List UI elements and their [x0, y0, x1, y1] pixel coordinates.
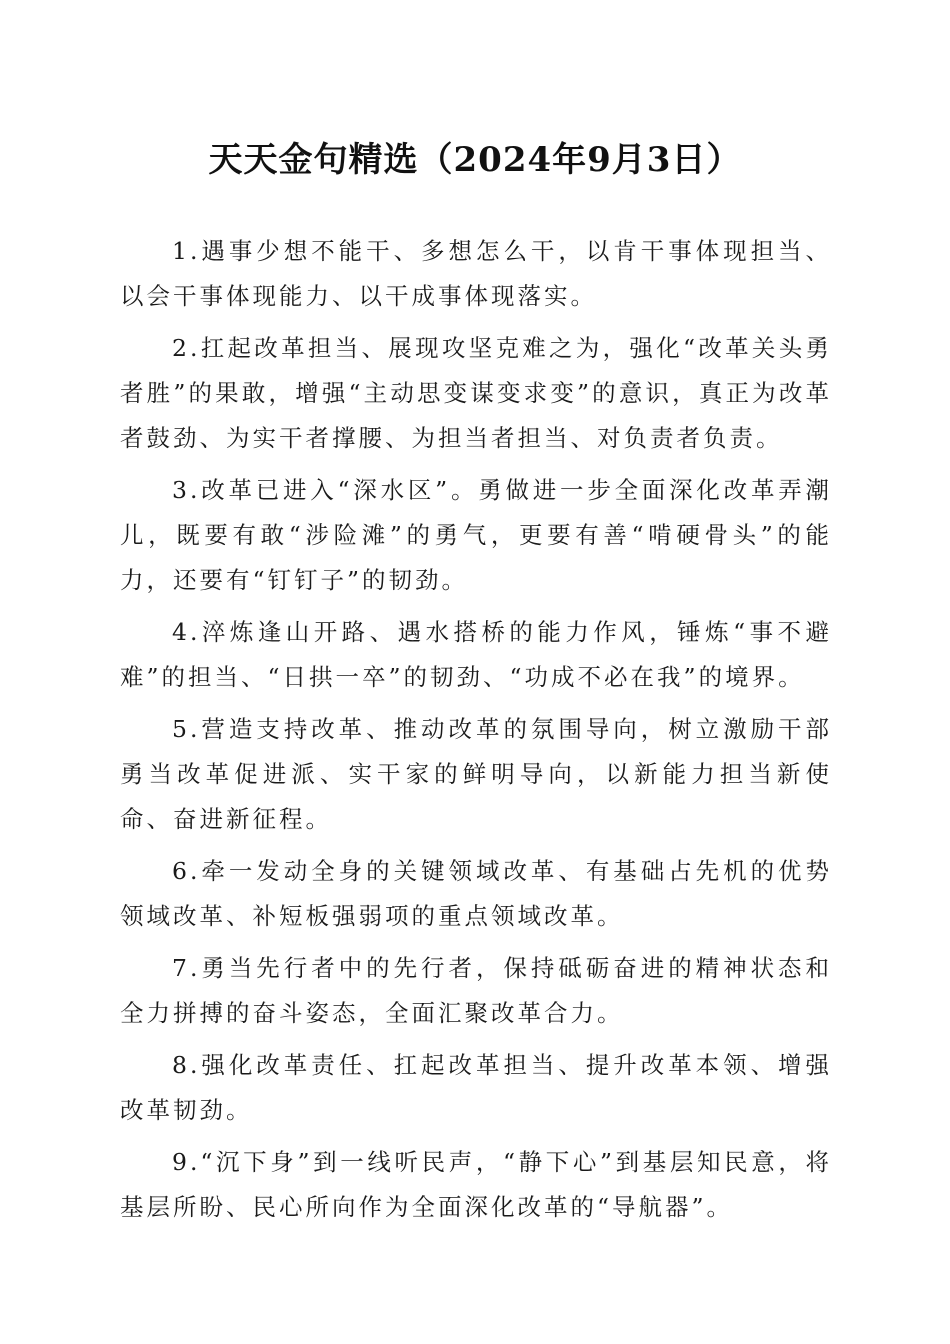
- document-title: 天天金句精选（2024年9月3日）: [208, 140, 742, 180]
- quote-paragraph-1: 1.遇事少想不能干、多想怎么干，以肯干事体现担当、以会干事体现能力、以干成事体现落实。: [120, 237, 832, 310]
- quote-paragraph-7: 7.勇当先行者中的先行者，保持砥砺奋进的精神状态和全力拼搏的奋斗姿态，全面汇聚改革合力。: [120, 954, 832, 1027]
- quote-paragraph-5: 5.营造支持改革、推动改革的氛围导向，树立激励干部勇当改革促进派、实干家的鲜明导向，以新能力担当新使命、奋进新征程。: [120, 715, 832, 833]
- quote-paragraph-3: 3.改革已进入“深水区”。勇做进一步全面深化改革弄潮儿，既要有敢“涉险滩”的勇气，更要有善“啃硬骨头”的能力，还要有“钉钉子”的韧劲。: [120, 476, 832, 594]
- quote-paragraph-6: 6.牵一发动全身的关键领域改革、有基础占先机的优势领域改革、补短板强弱项的重点领域改革。: [120, 857, 832, 930]
- quote-paragraph-8: 8.强化改革责任、扛起改革担当、提升改革本领、增强改革韧劲。: [120, 1051, 832, 1124]
- quote-paragraph-9: 9.“沉下身”到一线听民声，“静下心”到基层知民意，将基层所盼、民心所向作为全面深化改革的“导航器”。: [120, 1148, 832, 1221]
- quote-paragraph-2: 2.扛起改革担当、展现攻坚克难之为，强化“改革关头勇者胜”的果敢，增强“主动思变谋变求变”的意识，真正为改革者鼓劲、为实干者撑腰、为担当者担当、对负责者负责。: [120, 334, 832, 452]
- quote-paragraph-4: 4.淬炼逢山开路、遇水搭桥的能力作风，锤炼“事不避难”的担当、“日拱一卒”的韧劲、“功成不必在我”的境界。: [120, 618, 832, 691]
- document-body: [120, 229, 832, 1237]
